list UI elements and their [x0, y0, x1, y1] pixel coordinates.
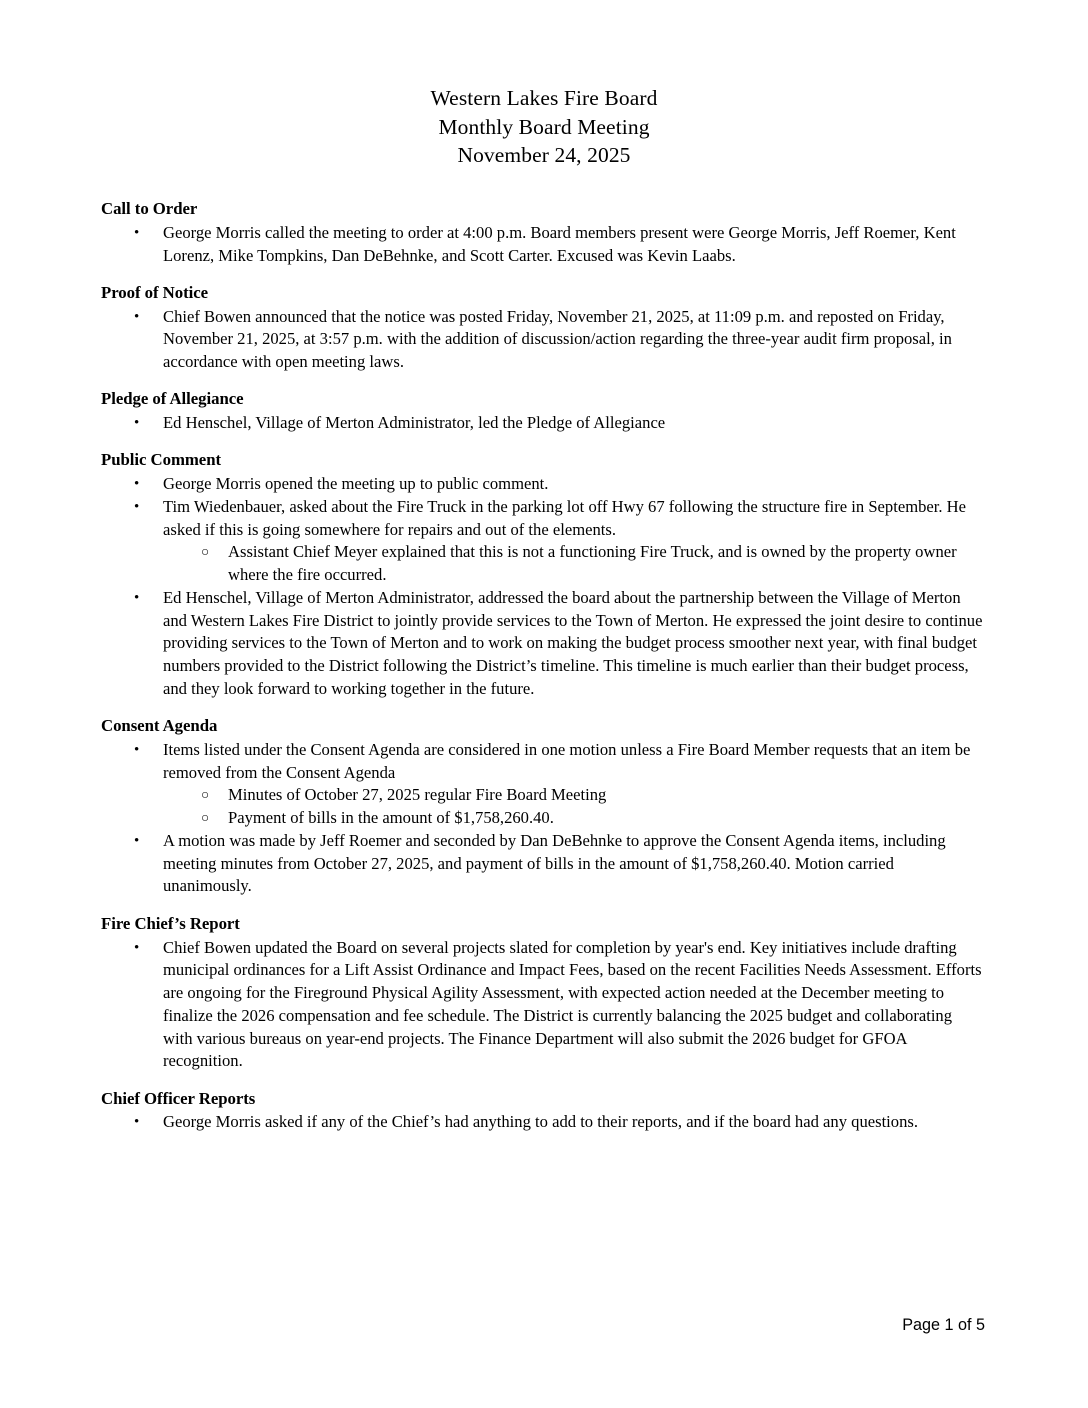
bullet-disc-icon: •: [134, 832, 140, 849]
title-line-meeting-type: Monthly Board Meeting: [438, 114, 650, 139]
bullet-item-text: Chief Bowen updated the Board on several projects slated for completion by year's end. Key initiatives include drafting municipal ordinances for a Lift Assist Ordinance and Impact Fees, based on the recent Facilities Needs Assessment. Efforts are ongoing for the Fireground Physical Agility Assessment, with expected action needed at the December meeting to finalize the 2026 compensation and fee schedule. The District is currently balancing the 2025 budget and collaborating with various bureaus on year-end projects. The Finance Department will also submit the 2026 budget for GFOA recognition.: [163, 937, 982, 1071]
bullet-item-text: Ed Henschel, Village of Merton Administrator, led the Pledge of Allegiance: [163, 413, 666, 433]
section-bullet-list: [101, 937, 985, 1074]
bullet-disc-icon: •: [134, 224, 140, 241]
bullet-disc-icon: •: [134, 1114, 140, 1131]
bullet-item: [101, 306, 985, 374]
bullet-item-text: Tim Wiedenbauer, asked about the Fire Truck in the parking lot off Hwy 67 following the structure fire in September. He asked if this is going somewhere for repairs and out of the elements.: [163, 496, 967, 539]
bullet-disc-icon: •: [134, 741, 140, 758]
title-line-organization: Western Lakes Fire Board: [430, 86, 658, 110]
sub-bullet-list: [163, 541, 985, 587]
document-section: [101, 715, 985, 898]
bullet-disc-icon: •: [134, 476, 140, 493]
bullet-item: [101, 830, 985, 898]
bullet-item: [101, 412, 985, 435]
bullet-item-text: Ed Henschel, Village of Merton Administrator, addressed the board about the partnership between the Village of Merton and Western Lakes Fire District to jointly provide services to the Town of Merton. He expressed the joint desire to continue providing services to the Town of Merton and to work on making the budget process smoother next year, with final budget numbers provided to the District following the District’s timeline. This timeline is much earlier than their budget process, and they look forward to working together in the future.: [163, 587, 983, 698]
bullet-item: [101, 222, 985, 268]
sub-bullet-item-text: Assistant Chief Meyer explained that this is not a functioning Fire Truck, and is owned by the property owner where the fire occurred.: [228, 542, 957, 585]
bullet-item-text: Chief Bowen announced that the notice was posted Friday, November 21, 2025, at 11:09 p.m. and reposted on Friday, November 21, 2025, at 3:57 p.m. with the addition of discussion/action regarding the three-year audit firm proposal, in accordance with open meeting laws.: [163, 306, 952, 372]
document-section: [101, 198, 985, 267]
section-bullet-list: [101, 1111, 985, 1134]
bullet-item-text: George Morris opened the meeting up to public comment.: [163, 474, 549, 494]
sub-bullet-list: [163, 784, 985, 830]
sub-bullet-item: [163, 784, 985, 807]
section-heading: Proof of Notice: [101, 282, 209, 302]
section-bullet-list: [101, 306, 985, 374]
sub-bullet-item: [163, 807, 985, 830]
section-heading: Consent Agenda: [101, 716, 218, 736]
section-bullet-list: [101, 473, 985, 701]
title-line-date: November 24, 2025: [457, 143, 631, 167]
bullet-circle-icon: ○: [201, 810, 210, 826]
bullet-circle-icon: ○: [201, 544, 210, 560]
document-body: [101, 198, 985, 1134]
bullet-disc-icon: •: [134, 415, 140, 432]
sub-bullet-item: [163, 541, 985, 587]
bullet-item: [101, 496, 985, 587]
bullet-item: [101, 587, 985, 701]
section-heading: Fire Chief’s Report: [101, 913, 240, 933]
document-section: [101, 388, 985, 435]
bullet-item-text: George Morris called the meeting to order at 4:00 p.m. Board members present were George Morris, Jeff Roemer, Kent Lorenz, Mike Tompkins, Dan DeBehnke, and Scott Carter. Excused was Kevin Laabs.: [163, 222, 956, 265]
section-bullet-list: [101, 412, 985, 435]
bullet-item: [101, 937, 985, 1074]
section-bullet-list: [101, 222, 985, 268]
document-section: [101, 1088, 985, 1135]
bullet-disc-icon: •: [134, 498, 140, 515]
bullet-item: [101, 739, 985, 830]
section-heading: Public Comment: [101, 450, 222, 470]
bullet-item-text: A motion was made by Jeff Roemer and seconded by Dan DeBehnke to approve the Consent Agenda items, including meeting minutes from October 27, 2025, and payment of bills in the amount of $1,758,260.40. Motion carried unanimously.: [163, 830, 946, 896]
page-footer: Page 1 of 5: [902, 1316, 985, 1334]
section-heading: Chief Officer Reports: [101, 1088, 256, 1108]
document-section: [101, 282, 985, 374]
bullet-circle-icon: ○: [201, 787, 210, 803]
document-section: [101, 449, 985, 700]
bullet-item: [101, 1111, 985, 1134]
section-heading: Call to Order: [101, 199, 198, 218]
sub-bullet-item-text: Minutes of October 27, 2025 regular Fire Board Meeting: [228, 785, 607, 805]
bullet-item: [101, 473, 985, 496]
bullet-item-text: George Morris asked if any of the Chief’s had anything to add to their reports, and if the board had any questions.: [163, 1112, 918, 1132]
bullet-item-text: Items listed under the Consent Agenda are considered in one motion unless a Fire Board Member requests that an item be removed from the Consent Agenda: [163, 739, 971, 782]
document-title-block: [0, 84, 1088, 170]
bullet-disc-icon: •: [134, 308, 140, 325]
document-section: [101, 913, 985, 1073]
sub-bullet-item-text: Payment of bills in the amount of $1,758,260.40.: [228, 808, 554, 828]
section-heading: Pledge of Allegiance: [101, 389, 244, 409]
bullet-disc-icon: •: [134, 589, 140, 606]
bullet-disc-icon: •: [134, 939, 140, 956]
section-bullet-list: [101, 739, 985, 898]
